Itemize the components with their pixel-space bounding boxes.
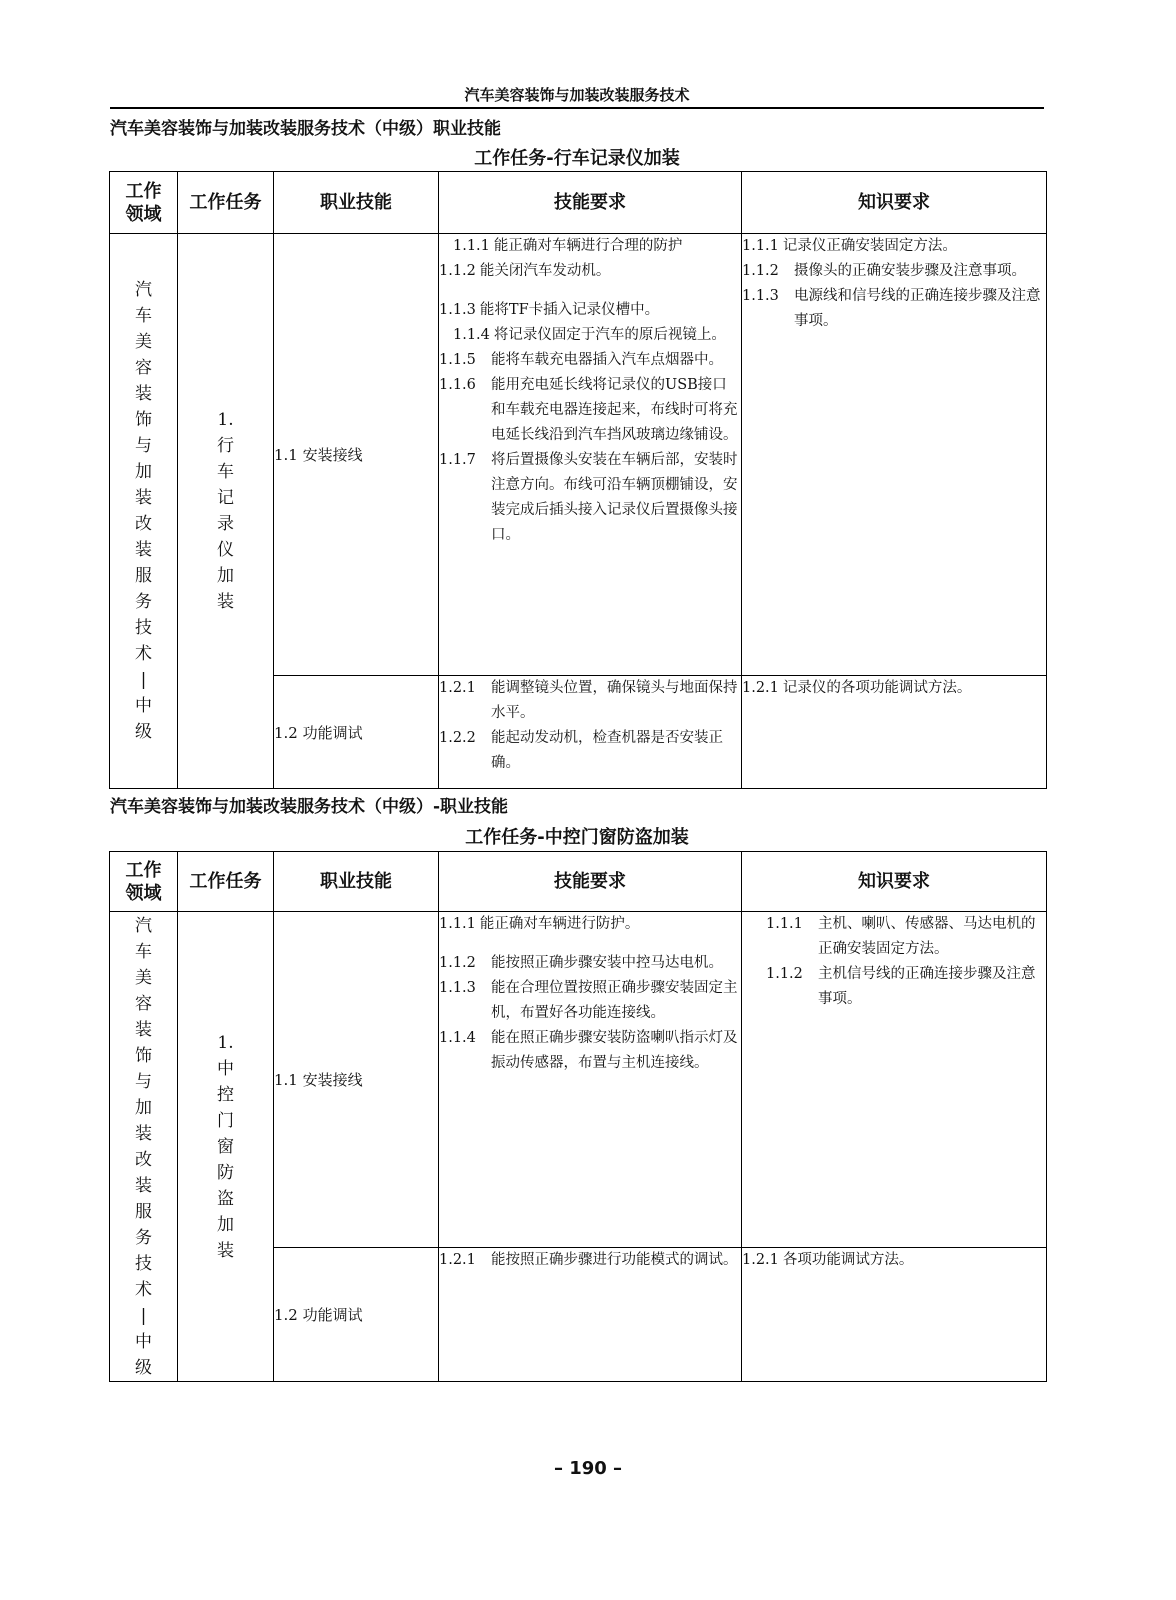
skill-requirements-cell — [439, 1248, 742, 1382]
skill-cell: 1.2 功能调试 — [274, 1248, 439, 1382]
header-domain: 工作 领域 — [110, 852, 178, 912]
skills-table-2 — [109, 851, 1047, 1382]
page-number: – 190 – — [553, 1458, 623, 1479]
work-domain-cell: 汽 车 美 容 装 饰 与 加 装 改 装 服 务 技 术 | 中 级 — [110, 912, 178, 1382]
work-task-cell: 1. 行 车 记 录 仪 加 装 — [178, 234, 274, 789]
knowledge-item: 1.1.1 记录仪正确安装固定方法。 — [742, 238, 957, 254]
skills-table-1 — [109, 171, 1047, 789]
knowledge-requirements-cell — [742, 1248, 1047, 1382]
table-row — [110, 234, 1047, 676]
header-knowledge-requirements: 知识要求 — [742, 852, 1047, 912]
skill-cell: 1.1 安装接线 — [274, 912, 439, 1248]
header-task: 工作任务 — [178, 172, 274, 234]
skill-requirements-cell — [439, 676, 742, 789]
requirement-item: 1.1.4 将记录仪固定于汽车的原后视镜上。 — [453, 327, 726, 343]
requirement-item: 1.1.3 能将TF卡插入记录仪槽中。 — [439, 302, 660, 318]
requirement-item: 1.1.6 能用充电延长线将记录仪的USB接口和车载充电器连接起来，布线时可将充电延长线沿到汽车挡风玻璃边缘铺设。 — [439, 377, 738, 443]
requirement-item: 1.1.3 能在合理位置按照正确步骤安装固定主机，布置好各功能连接线。 — [439, 980, 738, 1021]
table-header-row — [110, 172, 1047, 234]
table-row — [110, 912, 1047, 1248]
knowledge-item: 1.1.2 主机信号线的正确连接步骤及注意事项。 — [766, 966, 1036, 1007]
requirement-item: 1.2.1 能调整镜头位置，确保镜头与地面保持水平。 — [439, 680, 738, 721]
header-knowledge-requirements: 知识要求 — [742, 172, 1047, 234]
table-header-row — [110, 852, 1047, 912]
requirement-item: 1.2.2 能起动发动机，检查机器是否安装正确。 — [439, 730, 723, 771]
work-task-cell: 1. 中 控 门 窗 防 盗 加 装 — [178, 912, 274, 1382]
work-domain-cell: 汽 车 美 容 装 饰 与 加 装 改 装 服 务 技 术 | 中 级 — [110, 234, 178, 789]
requirement-item: 1.1.1 能正确对车辆进行合理的防护 — [453, 238, 683, 254]
header-domain: 工作 领域 — [110, 172, 178, 234]
knowledge-requirements-cell — [742, 912, 1047, 1248]
header-skill-requirements: 技能要求 — [439, 852, 742, 912]
header-task: 工作任务 — [178, 852, 274, 912]
skill-requirements-cell — [439, 234, 742, 676]
section-title-2: 汽车美容装饰与加装改装服务技术（中级）-职业技能 — [110, 797, 509, 817]
knowledge-item: 1.1.2 摄像头的正确安装步骤及注意事项。 — [742, 263, 1026, 279]
requirement-item: 1.1.5 能将车载充电器插入汽车点烟器中。 — [439, 352, 723, 368]
requirement-item: 1.1.4 能在照正确步骤安装防盗喇叭指示灯及振动传感器，布置与主机连接线。 — [439, 1030, 738, 1071]
knowledge-requirements-cell — [742, 676, 1047, 789]
requirement-item: 1.1.2 能关闭汽车发动机。 — [439, 263, 611, 279]
header-skill-requirements: 技能要求 — [439, 172, 742, 234]
skill-cell: 1.1 安装接线 — [274, 234, 439, 676]
section-title-1: 汽车美容装饰与加装改装服务技术（中级）职业技能 — [110, 119, 501, 139]
header-skill: 职业技能 — [274, 172, 439, 234]
task-title-1: 工作任务-行车记录仪加装 — [474, 148, 680, 169]
requirement-item: 1.1.2 能按照正确步骤安装中控马达电机。 — [439, 955, 723, 971]
knowledge-item: 1.2.1 记录仪的各项功能调试方法。 — [742, 680, 972, 696]
skill-requirements-cell — [439, 912, 742, 1248]
header-rule — [110, 107, 1044, 109]
knowledge-item: 1.2.1 各项功能调试方法。 — [742, 1252, 914, 1268]
knowledge-item: 1.1.3 电源线和信号线的正确连接步骤及注意事项。 — [742, 288, 1041, 329]
header-skill: 职业技能 — [274, 852, 439, 912]
running-header: 汽车美容装饰与加装改装服务技术 — [464, 86, 690, 104]
requirement-item: 1.1.7 将后置摄像头安装在车辆后部，安装时注意方向。布线可沿车辆顶棚铺设，安装完成后插头接入记录仪后置摄像头接口。 — [439, 452, 738, 543]
skill-cell: 1.2 功能调试 — [274, 676, 439, 789]
knowledge-item: 1.1.1 主机、喇叭、传感器、马达电机的正确安装固定方法。 — [766, 916, 1036, 957]
task-title-2: 工作任务-中控门窗防盗加装 — [465, 827, 689, 848]
requirement-item: 1.1.1 能正确对车辆进行防护。 — [439, 916, 640, 932]
knowledge-requirements-cell — [742, 234, 1047, 676]
requirement-item: 1.2.1 能按照正确步骤进行功能模式的调试。 — [439, 1252, 738, 1268]
